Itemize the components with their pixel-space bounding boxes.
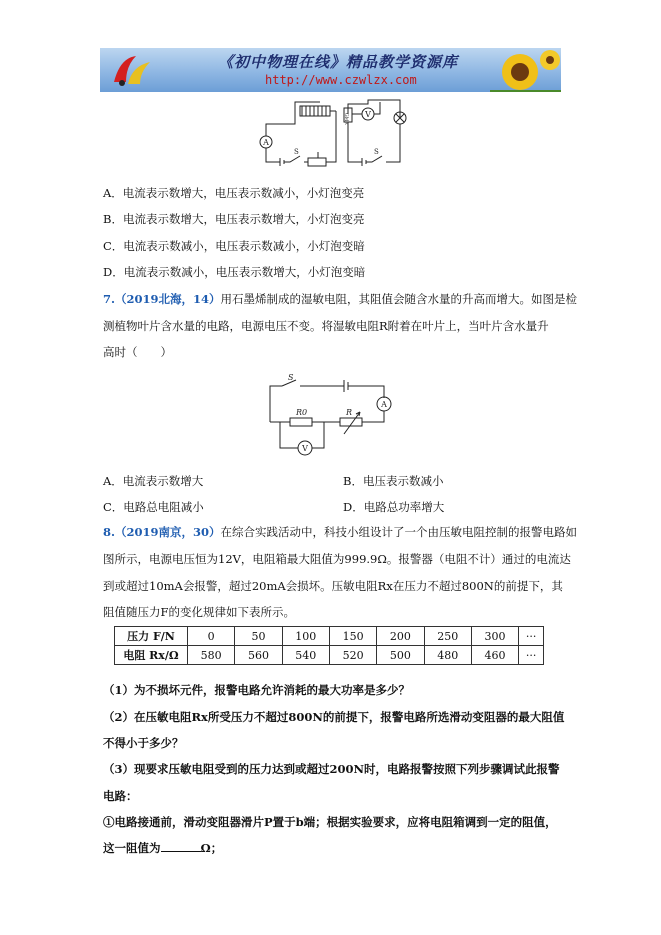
q7-text-1: 用石墨烯制成的湿敏电阻，其阻值会随含水量的升高而增大。如图是检 [220, 292, 578, 306]
q8-line-3: 到或超过10mA会报警，超过20mA会损坏。压敏电阻Rx在压力不超过800N的前提下，其 [103, 579, 563, 593]
table-header-resistance: 电阻 Rx/Ω [115, 646, 188, 665]
table-cell: 560 [235, 646, 282, 665]
table-cell: 460 [471, 646, 518, 665]
voltmeter-label: V [302, 444, 308, 453]
q6-option-c[interactable]: C．电流表示数减小，电压表示数减小，小灯泡变暗 [103, 239, 365, 253]
q7-number: 7.（2019北海，14） [103, 292, 221, 306]
gmr-label: GMR [343, 113, 348, 125]
switch-label-right: S [374, 148, 379, 156]
q7-option-b[interactable]: B．电压表示数减小 [343, 474, 444, 488]
q8-step1-line1: ①电路接通前，滑动变阻器滑片P置于b端；根据实验要求，应将电阻箱调到一定的阻值， [103, 815, 557, 829]
table-cell: ··· [519, 646, 544, 665]
answer-blank[interactable] [161, 841, 201, 852]
table-cell: 500 [377, 646, 424, 665]
q8-text-1: 在综合实践活动中，科技小组设计了一个由压敏电阻控制的报警电路如 [220, 525, 578, 539]
table-cell: 250 [424, 627, 471, 646]
table-header-force: 压力 F/N [115, 627, 188, 646]
switch-label-left: S [294, 148, 299, 156]
q7-line-1 [103, 292, 577, 306]
voltmeter-label: V [365, 110, 371, 119]
banner-url[interactable]: http://www.czwlzx.com [265, 73, 417, 87]
logo-icon [106, 52, 156, 88]
q8-line-4: 阻值随压力F的变化规律如下表所示。 [103, 605, 295, 619]
r-label: R [346, 408, 353, 417]
table-cell: 150 [329, 627, 376, 646]
q8-sub3-line1: （3）现要求压敏电阻受到的压力达到或超过200N时，电路报警按照下列步骤调试此报警 [103, 762, 560, 776]
table-row [115, 646, 544, 665]
ammeter-label: A [263, 138, 269, 147]
q7-option-c[interactable]: C．电路总电阻减小 [103, 500, 204, 514]
q7-option-d[interactable]: D．电路总功率增大 [343, 500, 445, 514]
q8-step1-line2 [103, 841, 222, 855]
q8-line-2: 图所示，电源电压恒为12V，电阻箱最大阻值为999.9Ω。报警器（电阻不计）通过的电流达 [103, 552, 571, 566]
q6-option-b[interactable]: B．电流表示数增大，电压表示数增大，小灯泡变亮 [103, 212, 365, 226]
table-cell: 300 [471, 627, 518, 646]
table-row [115, 627, 544, 646]
q6-option-a[interactable]: A．电流表示数增大，电压表示数减小，小灯泡变亮 [103, 186, 365, 200]
banner-title: 《初中物理在线》精品教学资源库 [218, 53, 459, 71]
q8-number: 8.（2019南京，30） [103, 525, 221, 539]
table-cell: ··· [519, 627, 544, 646]
table-cell: 0 [188, 627, 235, 646]
table-cell: 480 [424, 646, 471, 665]
sunflower-icon [490, 50, 561, 92]
table-cell: 100 [282, 627, 329, 646]
ammeter-label: A [381, 400, 387, 409]
q6-option-d[interactable]: D．电流表示数减小，电压表示数增大，小灯泡变暗 [103, 265, 366, 279]
table-cell: 540 [282, 646, 329, 665]
q8-sub1: （1）为不损坏元件，报警电路允许消耗的最大功率是多少？ [103, 683, 410, 697]
pressure-resistance-table [114, 626, 544, 665]
q7-option-a[interactable]: A．电流表示数增大 [103, 474, 204, 488]
table-cell: 50 [235, 627, 282, 646]
header-banner [100, 48, 561, 92]
table-cell: 580 [188, 646, 235, 665]
q7-line-3: 高时（ ） [103, 345, 172, 359]
q7-line-2: 测植物叶片含水量的电路，电源电压不变。将湿敏电阻R附着在叶片上，当叶片含水量升 [103, 319, 549, 333]
circuit-figure-2 [262, 368, 398, 464]
q8-step1-suffix: Ω； [200, 841, 223, 855]
switch-label: S [288, 373, 294, 382]
r0-label: R0 [296, 408, 308, 417]
q8-step1-prefix: 这一阻值为 [103, 841, 161, 855]
table-cell: 200 [377, 627, 424, 646]
q8-sub2-line2: 不得小于多少？ [103, 736, 184, 750]
q8-sub3-line2: 电路： [103, 789, 138, 803]
circuit-figure-1 [250, 96, 420, 174]
q8-sub2-line1: （2）在压敏电阻Rx所受压力不超过800N的前提下，报警电路所选滑动变阻器的最大阻值 [103, 710, 565, 724]
table-cell: 520 [329, 646, 376, 665]
q8-line-1 [103, 525, 577, 539]
